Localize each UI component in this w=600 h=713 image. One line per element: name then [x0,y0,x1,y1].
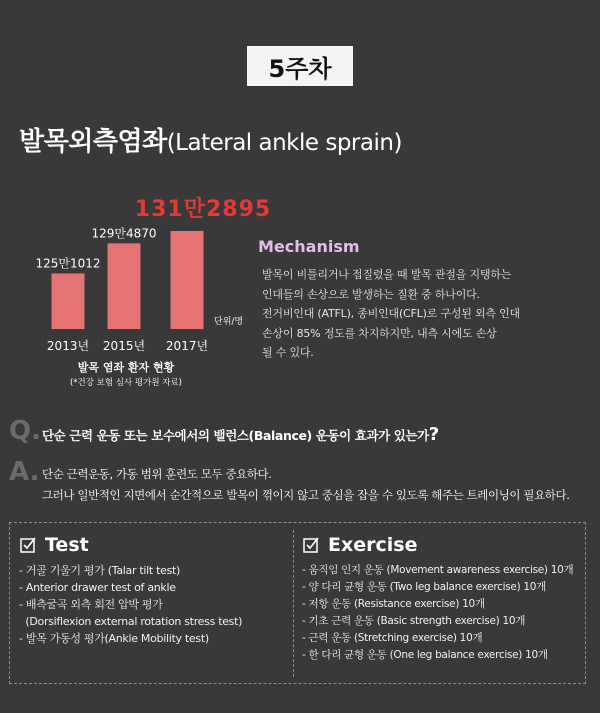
question-symbol: ? [428,424,439,445]
list-item: - 근력 운동 (Stretching exercise) 10개 [302,632,483,644]
mechanism-line: 인대들의 손상으로 발생하는 질환 중 하나이다. [262,287,480,301]
checkbox-icon [20,537,36,553]
mechanism-body [262,265,552,363]
chart-marks [35,196,271,353]
list-item: - 한 다리 균형 운동 (One leg balance exercise) 10개 [302,649,548,661]
mechanism-title: Mechanism [258,237,360,256]
title-korean: 발목외측염좌 [19,127,167,157]
test-list [19,562,242,647]
mechanism-line: 손상이 85% 정도를 차지하지만, 내측 시에도 손상 [262,326,497,340]
list-item: - Anterior drawer test of ankle [19,581,176,594]
question-mark-label: Q. [9,416,41,446]
bar [108,243,141,329]
test-heading-label: Test [45,534,89,556]
chart-title: 발목 염좌 환자 현황 [77,361,175,374]
chart-unit: 단위/명 [214,317,244,327]
question-text [42,424,439,445]
x-tick-label: 2013년 [46,339,90,353]
mechanism-line: 전거비인대 (ATFL), 종비인대(CFL)로 구성된 외측 인대 [262,307,520,320]
list-item: - 저항 운동 (Resistance exercise) 10개 [302,598,485,610]
list-item: - 배측굴곡 외측 회전 압박 평가 [19,598,163,611]
value-label: 125만1012 [35,256,101,271]
bar [52,273,85,329]
list-item: - 거골 기울기 평가 (Talar tilt test) [19,564,181,577]
x-tick-label: 2015년 [102,339,146,353]
checkbox-icon [303,537,319,553]
answer-mark-label: A. [9,457,40,487]
title-english: (Lateral ankle sprain) [166,130,402,156]
x-tick-label: 2017년 [165,339,209,353]
value-label: 129만4870 [91,226,157,241]
mechanism-line: 발목이 비틀리거나 접질렸을 때 발목 관절을 지탱하는 [262,268,512,281]
answer-text [42,464,569,506]
answer-line: 단순 근력운동, 가동 범위 훈련도 모두 중요하다. [42,467,272,481]
mechanism-line: 될 수 있다. [262,346,314,359]
value-label: 131만2895 [134,197,272,222]
list-item: - 움직임 인지 운동 (Movement awareness exercise) 10개 [302,564,574,576]
chart-source: (*건강 보험 심사 평가원 자료) [69,378,183,388]
answer-line: 그러나 일반적인 지면에서 순간적으로 발목이 꺾이지 않고 중심을 잡을 수 있도록 해주는 트레이닝이 필요하다. [42,488,570,502]
exercise-heading [303,534,417,556]
list-item: (Dorsiflexion external rotation stress test) [19,615,243,628]
exercise-list [302,562,573,664]
test-heading [20,534,89,556]
list-item: - 기초 근력 운동 (Basic strength exercise) 10개 [302,615,526,627]
question-body: 단순 근력 운동 또는 보수에서의 밸런스(Balance) 운동이 효과가 있는가 [42,428,429,443]
exercise-heading-label: Exercise [328,534,418,556]
list-item: - 발목 가동성 평가(Ankle Mobility test) [19,632,209,645]
week-badge: 5주차 [247,46,353,86]
list-item: - 양 다리 균형 운동 (Two leg balance exercise) 10개 [302,581,547,593]
box-divider [293,530,294,677]
bar [171,231,204,329]
